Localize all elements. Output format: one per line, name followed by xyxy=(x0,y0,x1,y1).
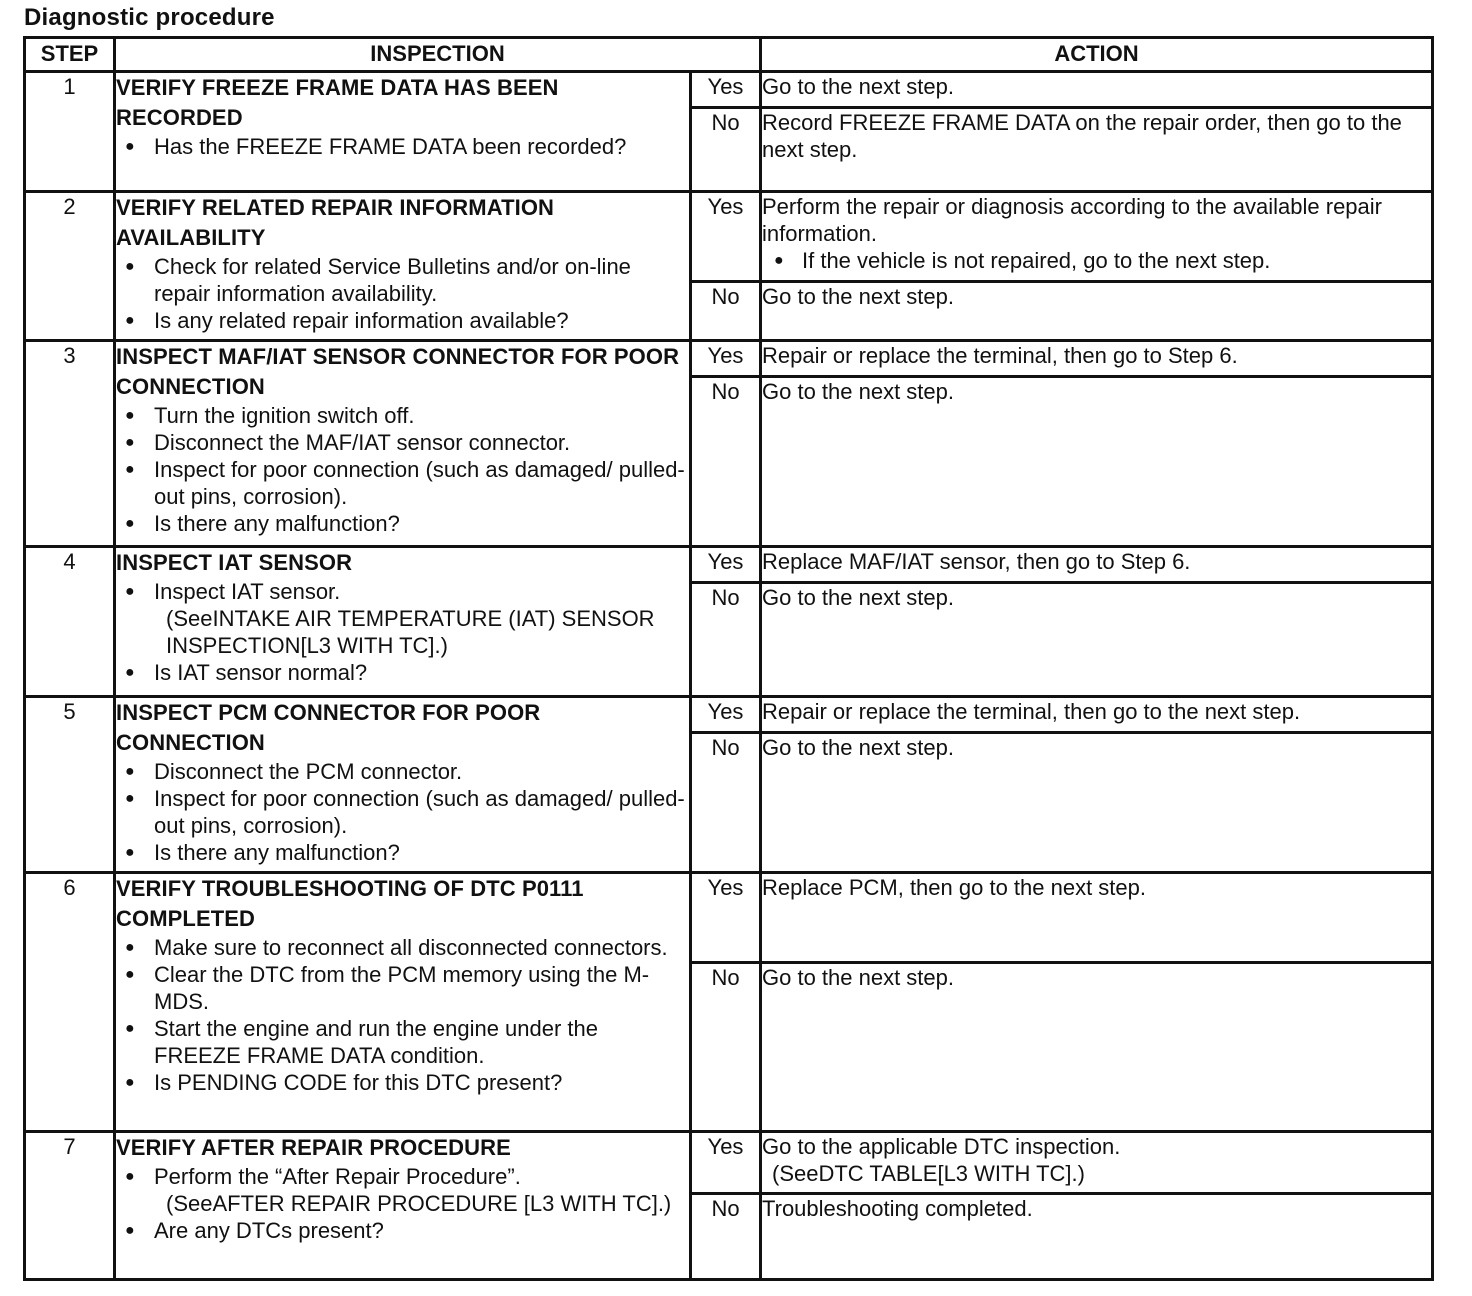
inspection-item-text: Clear the DTC from the PCM memory using the M-MDS. xyxy=(154,962,650,1014)
inspection-item xyxy=(116,133,689,160)
no-action-text: Go to the next step. xyxy=(762,965,955,990)
inspection-item xyxy=(116,1163,689,1217)
inspection-item xyxy=(116,758,689,785)
inspection-title: INSPECT IAT SENSOR xyxy=(116,550,353,575)
inspection-item xyxy=(116,578,689,659)
step-number: 7 xyxy=(25,1132,115,1280)
inspection-item-text: Is PENDING CODE for this DTC present? xyxy=(154,1070,563,1095)
table-row xyxy=(25,192,1433,282)
table-row xyxy=(25,341,1433,377)
table-row xyxy=(25,72,1433,108)
inspection-checklist xyxy=(116,934,689,1096)
no-action-text: Go to the next step. xyxy=(762,379,955,404)
step-number: 1 xyxy=(25,72,115,192)
yes-action xyxy=(761,873,1433,963)
inspection-checklist xyxy=(116,402,689,537)
bullet-icon: ● xyxy=(774,252,784,269)
yes-label: Yes xyxy=(691,1132,761,1194)
inspection-item-text: Are any DTCs present? xyxy=(154,1218,384,1243)
inspection-item xyxy=(116,307,689,334)
bullet-icon: ● xyxy=(125,844,135,861)
inspection-item-text: Inspect IAT sensor. xyxy=(154,579,341,604)
bullet-icon: ● xyxy=(125,583,135,600)
no-action-text: Troubleshooting completed. xyxy=(762,1196,1033,1221)
yes-action-text: Go to the next step. xyxy=(762,74,955,99)
inspection-item-text: Perform the “After Repair Procedure”. xyxy=(154,1164,521,1189)
table-row xyxy=(25,547,1433,583)
inspection-item xyxy=(116,253,689,307)
no-label: No xyxy=(691,733,761,873)
yes-action xyxy=(761,341,1433,377)
step-number: 6 xyxy=(25,873,115,1132)
bullet-icon: ● xyxy=(125,258,135,275)
inspection-reference: (SeeINTAKE AIR TEMPERATURE (IAT) SENSOR INSPECTION[L3 WITH TC].) xyxy=(166,606,655,658)
no-label: No xyxy=(691,963,761,1132)
step-number: 2 xyxy=(25,192,115,341)
bullet-icon: ● xyxy=(125,461,135,478)
no-label: No xyxy=(691,108,761,192)
yes-action xyxy=(761,192,1433,282)
inspection-checklist xyxy=(116,133,689,160)
header-action: ACTION xyxy=(761,38,1433,72)
no-action xyxy=(761,583,1433,697)
bullet-icon: ● xyxy=(125,790,135,807)
action-item xyxy=(762,247,1431,274)
inspection-checklist xyxy=(116,758,689,866)
no-label: No xyxy=(691,282,761,341)
bullet-icon: ● xyxy=(125,515,135,532)
inspection-item-text: Disconnect the MAF/IAT sensor connector. xyxy=(154,430,571,455)
yes-label: Yes xyxy=(691,547,761,583)
inspection-title: VERIFY TROUBLESHOOTING OF DTC P0111 COMPLETED xyxy=(116,876,584,931)
table-row xyxy=(25,697,1433,733)
action-reference: (SeeDTC TABLE[L3 WITH TC].) xyxy=(772,1161,1085,1186)
no-action xyxy=(761,733,1433,873)
inspection-item-text: Is there any malfunction? xyxy=(154,840,400,865)
bullet-icon: ● xyxy=(125,664,135,681)
yes-action xyxy=(761,72,1433,108)
yes-action-text: Replace MAF/IAT sensor, then go to Step 6. xyxy=(762,549,1191,574)
bullet-icon: ● xyxy=(125,1020,135,1037)
inspection-cell xyxy=(115,72,691,192)
no-action-text: Go to the next step. xyxy=(762,284,955,309)
step-number: 4 xyxy=(25,547,115,697)
inspection-cell xyxy=(115,697,691,873)
inspection-title: VERIFY RELATED REPAIR INFORMATION AVAILABILITY xyxy=(116,195,555,250)
page-title: Diagnostic procedure xyxy=(24,4,275,31)
yes-label: Yes xyxy=(691,72,761,108)
inspection-item-text: Check for related Service Bulletins and/or on-line repair information availability. xyxy=(154,254,631,306)
inspection-cell xyxy=(115,1132,691,1280)
inspection-checklist xyxy=(116,253,689,334)
yes-action-text: Repair or replace the terminal, then go to the next step. xyxy=(762,699,1301,724)
bullet-icon: ● xyxy=(125,1222,135,1239)
table-row xyxy=(25,1132,1433,1194)
inspection-item xyxy=(116,659,689,686)
bullet-icon: ● xyxy=(125,1074,135,1091)
inspection-item xyxy=(116,839,689,866)
inspection-item xyxy=(116,429,689,456)
yes-action xyxy=(761,697,1433,733)
no-action-text: Go to the next step. xyxy=(762,735,955,760)
inspection-checklist xyxy=(116,578,689,686)
inspection-title: INSPECT MAF/IAT SENSOR CONNECTOR FOR POOR CONNECTION xyxy=(116,344,680,399)
yes-action-text: Replace PCM, then go to the next step. xyxy=(762,875,1147,900)
yes-action-text: Go to the applicable DTC inspection. xyxy=(762,1134,1121,1159)
step-number: 3 xyxy=(25,341,115,547)
yes-label: Yes xyxy=(691,192,761,282)
inspection-item xyxy=(116,785,689,839)
bullet-icon: ● xyxy=(125,407,135,424)
inspection-item-text: Start the engine and run the engine under the FREEZE FRAME DATA condition. xyxy=(154,1016,599,1068)
no-action xyxy=(761,963,1433,1132)
bullet-icon: ● xyxy=(125,939,135,956)
inspection-item-text: Is any related repair information available? xyxy=(154,308,569,333)
inspection-cell xyxy=(115,873,691,1132)
bullet-icon: ● xyxy=(125,763,135,780)
action-checklist xyxy=(762,247,1431,274)
diagnostic-procedure-table xyxy=(23,36,1434,1281)
table-header-row xyxy=(25,38,1433,72)
inspection-item xyxy=(116,961,689,1015)
yes-action-text: Perform the repair or diagnosis according to the available repair information. xyxy=(762,194,1382,246)
inspection-item-text: Is IAT sensor normal? xyxy=(154,660,368,685)
inspection-cell xyxy=(115,547,691,697)
inspection-item xyxy=(116,1015,689,1069)
bullet-icon: ● xyxy=(125,1168,135,1185)
inspection-item-text: Make sure to reconnect all disconnected connectors. xyxy=(154,935,668,960)
inspection-item xyxy=(116,934,689,961)
no-action xyxy=(761,108,1433,192)
no-action xyxy=(761,282,1433,341)
inspection-item xyxy=(116,456,689,510)
yes-label: Yes xyxy=(691,873,761,963)
inspection-item-text: Turn the ignition switch off. xyxy=(154,403,415,428)
yes-action-text: Repair or replace the terminal, then go to Step 6. xyxy=(762,343,1238,368)
yes-label: Yes xyxy=(691,341,761,377)
inspection-item-text: Inspect for poor connection (such as damaged/ pulled-out pins, corrosion). xyxy=(154,457,685,509)
bullet-icon: ● xyxy=(125,966,135,983)
inspection-title: INSPECT PCM CONNECTOR FOR POOR CONNECTION xyxy=(116,700,541,755)
procedure-rows xyxy=(25,72,1433,1280)
bullet-icon: ● xyxy=(125,312,135,329)
inspection-checklist xyxy=(116,1163,689,1244)
no-action xyxy=(761,377,1433,547)
inspection-cell xyxy=(115,192,691,341)
inspection-item-text: Is there any malfunction? xyxy=(154,511,400,536)
bullet-icon: ● xyxy=(125,138,135,155)
inspection-item xyxy=(116,402,689,429)
no-label: No xyxy=(691,1194,761,1280)
no-label: No xyxy=(691,377,761,547)
yes-label: Yes xyxy=(691,697,761,733)
inspection-item xyxy=(116,510,689,537)
step-number: 5 xyxy=(25,697,115,873)
inspection-item xyxy=(116,1217,689,1244)
yes-action xyxy=(761,547,1433,583)
yes-action xyxy=(761,1132,1433,1194)
no-action-text: Go to the next step. xyxy=(762,585,955,610)
no-label: No xyxy=(691,583,761,697)
bullet-icon: ● xyxy=(125,434,135,451)
no-action-text: Record FREEZE FRAME DATA on the repair order, then go to the next step. xyxy=(762,110,1402,162)
inspection-item-text: Inspect for poor connection (such as damaged/ pulled-out pins, corrosion). xyxy=(154,786,685,838)
action-item-text: If the vehicle is not repaired, go to the next step. xyxy=(802,248,1271,273)
inspection-title: VERIFY AFTER REPAIR PROCEDURE xyxy=(116,1135,511,1160)
inspection-item xyxy=(116,1069,689,1096)
no-action xyxy=(761,1194,1433,1280)
table-row xyxy=(25,873,1433,963)
header-inspection: INSPECTION xyxy=(115,38,761,72)
inspection-reference: (SeeAFTER REPAIR PROCEDURE [L3 WITH TC].) xyxy=(166,1191,672,1216)
inspection-cell xyxy=(115,341,691,547)
header-step: STEP xyxy=(25,38,115,72)
inspection-title: VERIFY FREEZE FRAME DATA HAS BEEN RECORDED xyxy=(116,75,559,130)
inspection-item-text: Has the FREEZE FRAME DATA been recorded? xyxy=(154,134,627,159)
inspection-item-text: Disconnect the PCM connector. xyxy=(154,759,463,784)
